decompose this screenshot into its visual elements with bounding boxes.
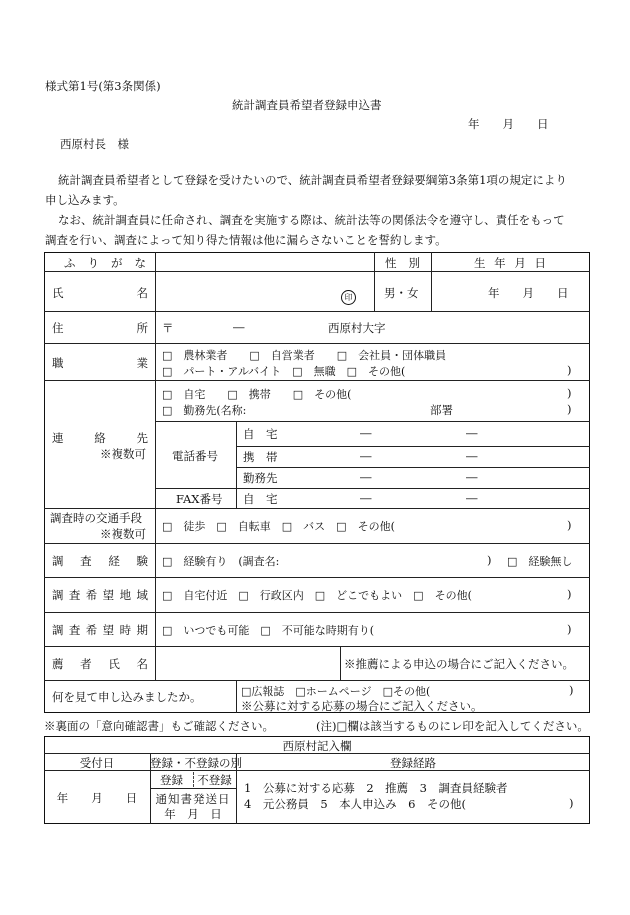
fax-home-label: 自 宅: [243, 492, 278, 506]
phone-mobile-dash-1: ―: [360, 449, 372, 463]
phone-mobile-dash-2: ―: [466, 449, 478, 463]
time-options[interactable]: □ いつでも可能 □ 不可能な時期有り(: [162, 624, 375, 637]
gender-value[interactable]: 男・女: [384, 286, 419, 300]
fax-label: FAX番号: [176, 492, 223, 506]
recommender-label: 薦 者 氏 名: [52, 657, 148, 671]
job-paren: ): [567, 363, 572, 377]
experience-options[interactable]: □ 経験有り (調査名:: [162, 555, 280, 568]
phone-work-dash-2: ―: [466, 470, 478, 484]
notice-date-label: 通知書発送日: [155, 792, 231, 806]
dob-value[interactable]: 年 月 日: [488, 286, 569, 300]
job-options-2[interactable]: □ パート・アルバイト □ 無職 □ その他(: [162, 365, 406, 378]
address-label: 住 所: [52, 321, 148, 335]
job-label: 職 業: [52, 356, 148, 370]
name-label: 氏 名: [52, 286, 148, 300]
phone-label: 電話番号: [172, 449, 218, 463]
office-title: 西原村記入欄: [282, 739, 352, 753]
transport-label: 調査時の交通手段: [50, 511, 142, 525]
area-label: 調 査 希 望 地 域: [52, 588, 148, 602]
village-text: 西原村大字: [328, 321, 386, 335]
contact-label: 連 絡 先: [52, 431, 148, 445]
intro-line-2: なお、統計調査員に任命され、調査を実施する際は、統計法等の関係法令を遵守し、責任をもって: [58, 213, 565, 227]
name-input[interactable]: [158, 274, 372, 309]
intro-line-1: 統計調査員希望者として登録を受けたいので、統計調査員希望者登録要綱第3条第1項の規定により: [58, 173, 567, 187]
phone-home-label: 自 宅: [243, 427, 278, 441]
job-options-1[interactable]: □ 農林業者 □ 自営業者 □ 会社員・団体職員: [162, 349, 447, 362]
fax-dash-1: ―: [360, 491, 372, 505]
experience-label: 調 査 経 験: [52, 554, 148, 568]
transport-options[interactable]: □ 徒歩 □ 自転車 □ バス □ その他(: [162, 520, 395, 533]
time-label: 調 査 希 望 時 期: [52, 623, 148, 637]
route-options-1[interactable]: 1 公募に対する応募 2 推薦 3 調査員経験者: [244, 781, 508, 795]
not-registered-option[interactable]: 不登録: [197, 773, 232, 787]
transport-multi-note: ※複数可: [100, 527, 146, 541]
gender-label: 性 別: [385, 256, 420, 270]
source-paren: ): [569, 683, 574, 697]
transport-paren: ): [567, 518, 572, 532]
phone-work-label: 勤務先: [243, 471, 278, 485]
dept-label: 部署: [430, 403, 453, 417]
phone-home-dash-2: ―: [466, 426, 478, 440]
phone-home-dash-1: ―: [360, 426, 372, 440]
phone-mobile-label: 携 帯: [243, 450, 278, 464]
form-number: 様式第1号(第3条関係): [45, 79, 161, 93]
registered-option[interactable]: 登録: [160, 773, 183, 787]
intro-line-2b: 調査を行い、調査によって知り得た情報は他に漏らさないことを誓約します。: [45, 233, 447, 247]
received-date[interactable]: 年 月 日: [56, 791, 138, 805]
time-paren: ): [567, 622, 572, 636]
fax-dash-2: ―: [466, 491, 478, 505]
area-options[interactable]: □ 自宅付近 □ 行政区内 □ どこでもよい □ その他(: [162, 589, 472, 602]
contact-options-2[interactable]: □ 勤務先(名称:: [162, 404, 247, 417]
contact-options-1[interactable]: □ 自宅 □ 携帯 □ その他(: [162, 388, 352, 401]
seal-icon: 印: [341, 290, 356, 305]
route-header: 登録経路: [390, 756, 436, 770]
date-line[interactable]: 年 月 日: [468, 117, 549, 131]
addressee: 西原村長 様: [60, 137, 129, 151]
route-paren: ): [569, 796, 574, 810]
experience-none[interactable]: □ 経験無し: [507, 555, 573, 568]
received-header: 受付日: [79, 756, 115, 770]
postal-dash: ―: [233, 320, 245, 334]
phone-work-dash-1: ―: [360, 470, 372, 484]
source-label: 何を見て申し込みましたか。: [52, 690, 202, 704]
recommender-note: ※推薦による申込の場合にご記入ください。: [344, 657, 574, 671]
reg-flag-header: 登録・不登録の別: [150, 756, 242, 770]
intro-line-1b: 申し込みます。: [45, 193, 125, 207]
notice-date-ymd[interactable]: 年 月 日: [164, 807, 222, 821]
recommender-input[interactable]: [158, 649, 338, 678]
furigana-label: ふ り が な: [64, 256, 146, 270]
area-paren: ): [567, 587, 572, 601]
source-note: ※公募に対する応募の場合にご記入ください。: [241, 699, 483, 713]
furigana-input[interactable]: [158, 254, 372, 270]
postal-mark: 〒: [162, 321, 174, 335]
footnote-left: ※裏面の「意向確認書」もご確認ください。: [44, 719, 274, 733]
contact-paren-2: ): [567, 402, 572, 416]
contact-paren-1: ): [567, 386, 572, 400]
source-options[interactable]: □広報誌 □ホームページ □その他(: [241, 685, 431, 698]
form-title: 統計調査員希望者登録申込書: [232, 98, 382, 112]
route-options-2[interactable]: 4 元公務員 5 本人申込み 6 その他(: [244, 797, 466, 811]
experience-paren: ): [487, 553, 492, 567]
contact-multi-note: ※複数可: [100, 447, 146, 461]
footnote-right: (注)□欄は該当するものにレ印を記入してください。: [316, 719, 589, 733]
dob-label: 生 年 月 日: [474, 256, 546, 270]
